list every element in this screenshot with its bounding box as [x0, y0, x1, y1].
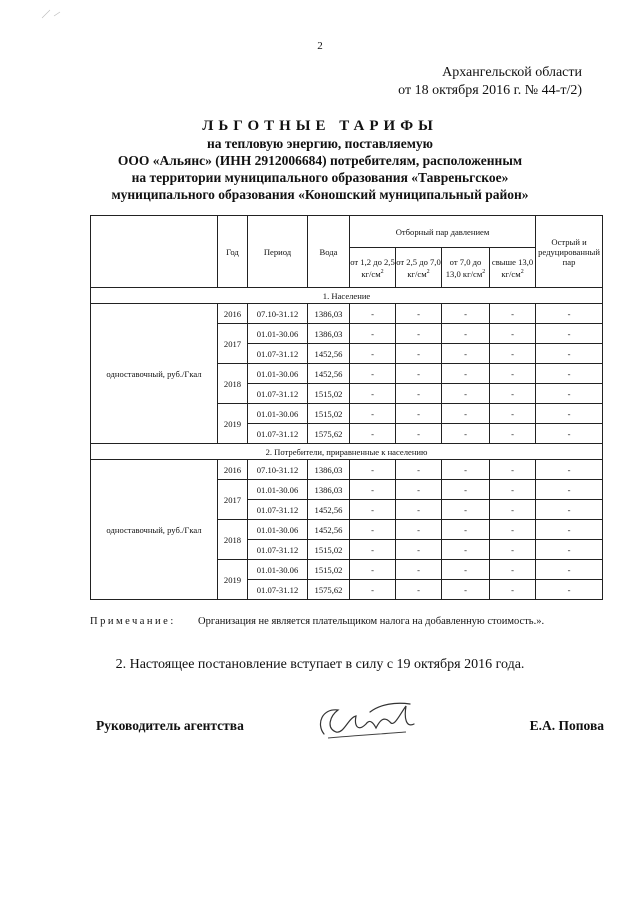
steam-tariff-cell: - — [442, 424, 490, 444]
steam-tariff-cell: - — [490, 384, 536, 404]
water-tariff-cell: 1452,56 — [308, 500, 350, 520]
steam-tariff-cell: - — [350, 344, 396, 364]
water-tariff-cell: 1575,62 — [308, 580, 350, 600]
document-header — [398, 64, 582, 100]
header-steam-col: от 7,0 до 13,0 $кг/см^2$ — [442, 248, 490, 288]
steam-tariff-cell: - — [396, 540, 442, 560]
steam-tariff-cell: - — [442, 540, 490, 560]
steam-tariff-cell: - — [490, 404, 536, 424]
steam-tariff-cell: - — [490, 364, 536, 384]
sharp-steam-tariff-cell: - — [536, 520, 603, 540]
sharp-steam-tariff-cell: - — [536, 364, 603, 384]
period-cell: 01.07-31.12 — [248, 424, 308, 444]
steam-tariff-cell: - — [396, 324, 442, 344]
period-cell: 01.07-31.12 — [248, 540, 308, 560]
sharp-steam-tariff-cell: - — [536, 580, 603, 600]
water-tariff-cell: 1386,03 — [308, 460, 350, 480]
section-title: 2. Потребители, приравненные к населению — [91, 444, 603, 460]
signatory-position: Руководитель агентства — [96, 718, 244, 733]
sharp-steam-tariff-cell: - — [536, 304, 603, 324]
period-cell: 01.07-31.12 — [248, 344, 308, 364]
steam-tariff-cell: - — [396, 384, 442, 404]
steam-tariff-cell: - — [442, 520, 490, 540]
sharp-steam-tariff-cell: - — [536, 540, 603, 560]
sharp-steam-tariff-cell: - — [536, 324, 603, 344]
tariff-table — [90, 215, 603, 600]
title-line: на тепловую энергию, поставляемую — [207, 136, 433, 151]
period-cell: 07.10-31.12 — [248, 304, 308, 324]
year-cell: 2018 — [218, 364, 248, 404]
steam-tariff-cell: - — [350, 424, 396, 444]
steam-tariff-cell: - — [396, 344, 442, 364]
steam-tariff-cell: - — [490, 580, 536, 600]
steam-tariff-cell: - — [350, 560, 396, 580]
steam-tariff-cell: - — [396, 460, 442, 480]
year-cell: 2017 — [218, 324, 248, 364]
signatory-name: Е.А. Попова — [529, 718, 604, 733]
steam-tariff-cell: - — [350, 324, 396, 344]
sharp-steam-tariff-cell: - — [536, 460, 603, 480]
steam-tariff-cell: - — [396, 520, 442, 540]
sharp-steam-tariff-cell: - — [536, 424, 603, 444]
water-tariff-cell: 1386,03 — [308, 480, 350, 500]
header-steam-col: от 2,5 до 7,0 $кг/см^2$ — [396, 248, 442, 288]
water-tariff-cell: 1386,03 — [308, 304, 350, 324]
steam-tariff-cell: - — [490, 424, 536, 444]
title-line: на территории муниципального образования «Тавреньгское» — [131, 170, 509, 185]
water-tariff-cell: 1575,62 — [308, 424, 350, 444]
header-year: Год — [218, 216, 248, 288]
year-cell: 2019 — [218, 560, 248, 600]
steam-tariff-cell: - — [350, 540, 396, 560]
steam-tariff-cell: - — [490, 540, 536, 560]
header-water: Вода — [308, 216, 350, 288]
period-cell: 01.01-30.06 — [248, 404, 308, 424]
scan-speck-mark — [40, 6, 80, 22]
water-tariff-cell: 1386,03 — [308, 324, 350, 344]
steam-tariff-cell: - — [396, 560, 442, 580]
period-cell: 01.07-31.12 — [248, 580, 308, 600]
period-cell: 01.07-31.12 — [248, 500, 308, 520]
sharp-steam-tariff-cell: - — [536, 344, 603, 364]
header-line-2: от 18 октября 2016 г. № 44-т/2) — [398, 83, 582, 98]
effective-date-paragraph: 2. Настоящее постановление вступает в силу с 19 октября 2016 года. — [115, 657, 525, 672]
title-line: муниципального образования «Коношский муниципальный район» — [111, 187, 529, 202]
steam-tariff-cell: - — [350, 304, 396, 324]
steam-tariff-cell: - — [490, 560, 536, 580]
title-main: ЛЬГОТНЫЕ ТАРИФЫ — [202, 118, 438, 134]
steam-tariff-cell: - — [350, 580, 396, 600]
year-cell: 2016 — [218, 304, 248, 324]
page-number: 2 — [317, 40, 323, 52]
title-line: ООО «Альянс» (ИНН 2912006684) потребителям, расположенным — [117, 153, 523, 168]
steam-tariff-cell: - — [490, 460, 536, 480]
sharp-steam-tariff-cell: - — [536, 500, 603, 520]
steam-tariff-cell: - — [396, 364, 442, 384]
steam-tariff-cell: - — [396, 480, 442, 500]
steam-tariff-cell: - — [490, 480, 536, 500]
steam-tariff-cell: - — [490, 324, 536, 344]
section-title: 1. Население — [91, 288, 603, 304]
year-cell: 2019 — [218, 404, 248, 444]
steam-tariff-cell: - — [442, 580, 490, 600]
steam-tariff-cell: - — [350, 500, 396, 520]
steam-tariff-cell: - — [490, 344, 536, 364]
steam-tariff-cell: - — [350, 460, 396, 480]
tariff-type-label: одноставочный, руб./Гкал — [91, 304, 218, 444]
tariff-table-body — [91, 288, 603, 600]
period-cell: 01.01-30.06 — [248, 324, 308, 344]
header-line-1: Архангельской области — [442, 65, 582, 80]
handwritten-signature — [310, 694, 430, 750]
water-tariff-cell: 1515,02 — [308, 560, 350, 580]
water-tariff-cell: 1515,02 — [308, 384, 350, 404]
note — [90, 615, 602, 629]
steam-tariff-cell: - — [396, 404, 442, 424]
steam-tariff-cell: - — [442, 384, 490, 404]
steam-tariff-cell: - — [442, 304, 490, 324]
steam-tariff-cell: - — [442, 364, 490, 384]
table-row — [91, 304, 603, 324]
header-steam-group: Отборный пар давлением — [350, 216, 536, 248]
note-label: Примечание: — [90, 616, 176, 627]
period-cell: 01.01-30.06 — [248, 560, 308, 580]
steam-tariff-cell: - — [350, 480, 396, 500]
steam-tariff-cell: - — [442, 480, 490, 500]
year-cell: 2017 — [218, 480, 248, 520]
period-cell: 01.07-31.12 — [248, 384, 308, 404]
sharp-steam-tariff-cell: - — [536, 384, 603, 404]
steam-tariff-cell: - — [350, 384, 396, 404]
water-tariff-cell: 1515,02 — [308, 540, 350, 560]
table-row — [91, 460, 603, 480]
period-cell: 01.01-30.06 — [248, 364, 308, 384]
sharp-steam-tariff-cell: - — [536, 480, 603, 500]
steam-tariff-cell: - — [442, 344, 490, 364]
steam-tariff-cell: - — [490, 500, 536, 520]
tariff-type-label: одноставочный, руб./Гкал — [91, 460, 218, 600]
period-cell: 01.01-30.06 — [248, 520, 308, 540]
steam-tariff-cell: - — [442, 560, 490, 580]
water-tariff-cell: 1452,56 — [308, 344, 350, 364]
period-cell: 07.10-31.12 — [248, 460, 308, 480]
water-tariff-cell: 1452,56 — [308, 520, 350, 540]
steam-tariff-cell: - — [442, 460, 490, 480]
period-cell: 01.01-30.06 — [248, 480, 308, 500]
steam-tariff-cell: - — [350, 404, 396, 424]
steam-tariff-cell: - — [396, 304, 442, 324]
steam-tariff-cell: - — [396, 424, 442, 444]
year-cell: 2016 — [218, 460, 248, 480]
steam-tariff-cell: - — [490, 304, 536, 324]
header-sharp-steam: Острый и редуцированный пар — [536, 216, 603, 288]
steam-tariff-cell: - — [350, 364, 396, 384]
year-cell: 2018 — [218, 520, 248, 560]
header-steam-col: от 1,2 до 2,5 $кг/см^2$ — [350, 248, 396, 288]
steam-tariff-cell: - — [442, 324, 490, 344]
steam-tariff-cell: - — [490, 520, 536, 540]
header-steam-col: свыше 13,0 $кг/см^2$ — [490, 248, 536, 288]
steam-tariff-cell: - — [442, 500, 490, 520]
steam-tariff-cell: - — [396, 580, 442, 600]
water-tariff-cell: 1452,56 — [308, 364, 350, 384]
water-tariff-cell: 1515,02 — [308, 404, 350, 424]
sharp-steam-tariff-cell: - — [536, 404, 603, 424]
document-title — [0, 117, 640, 203]
sharp-steam-tariff-cell: - — [536, 560, 603, 580]
header-empty — [91, 216, 218, 288]
steam-tariff-cell: - — [350, 520, 396, 540]
header-period: Период — [248, 216, 308, 288]
steam-tariff-cell: - — [442, 404, 490, 424]
note-text: Организация не является плательщиком налога на добавленную стоимость.». — [198, 616, 545, 627]
steam-tariff-cell: - — [396, 500, 442, 520]
